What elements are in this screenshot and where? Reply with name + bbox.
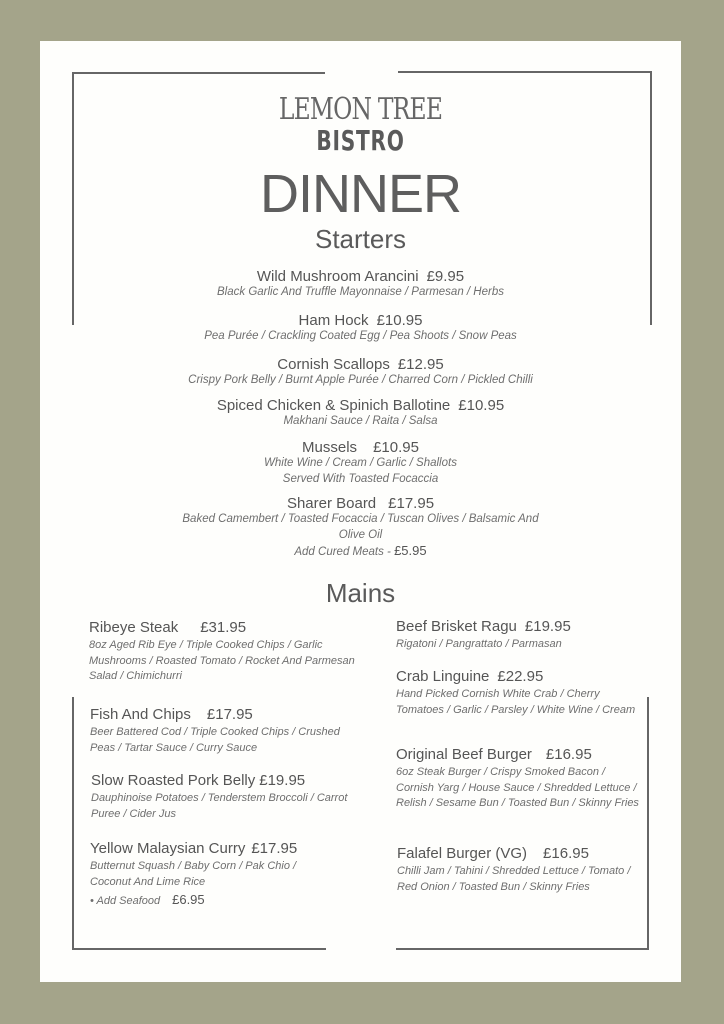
dish-description: Pea Purée / Crackling Coated Egg / Pea Shoots / Snow Peas: [204, 330, 517, 342]
menu-title: DINNER: [259, 164, 461, 224]
dish-name: Falafel Burger (VG): [397, 845, 528, 862]
title-wrap: [40, 163, 681, 225]
dish-price: £16.95: [545, 746, 592, 763]
main-item: [89, 619, 359, 685]
frame-right-lower-line: [647, 697, 649, 950]
brand-block: [40, 92, 681, 127]
dish-description: 6oz Steak Burger / Crispy Smoked Bacon / Cornish Yarg / House Sauce / Shredded Lettuce / Relish / Sesame Bun / Toasted Bun / Skinny Fries: [396, 766, 639, 809]
dish-description-extra: Served With Toasted Focaccia: [282, 472, 439, 485]
dish-description: White Wine / Cream / Garlic / Shallots: [264, 457, 457, 469]
dish-price: £17.95: [388, 495, 435, 512]
dish-price: £10.95: [373, 439, 419, 456]
dish-name: Wild Mushroom Arancini: [256, 268, 419, 285]
dish-description: Makhani Sauce / Raita / Salsa: [283, 415, 438, 427]
dish-description-extra: Olive Oil: [338, 528, 383, 541]
dish-description: Black Garlic And Truffle Mayonnaise / Parmesan / Herbs: [217, 286, 504, 298]
dish-name: Yellow Malaysian Curry: [90, 840, 246, 857]
dish-name: Original Beef Burger: [396, 746, 532, 763]
dish-name: Crab Linguine: [396, 668, 490, 685]
dish-price: £19.95: [259, 772, 306, 789]
dish-description: Hand Picked Cornish White Crab / Cherry Tomatoes / Garlic / Parsley / White Wine / Cream: [396, 688, 636, 716]
dish-price: £9.95: [426, 268, 465, 285]
dish-name: Ribeye Steak: [89, 619, 179, 636]
dish-price: £16.95: [543, 845, 589, 862]
starter-item: [40, 439, 681, 487]
addon-price: £6.95: [172, 892, 205, 907]
main-item: [91, 772, 356, 822]
addon: [40, 543, 681, 561]
brand-name-line2: BISTRO: [316, 124, 405, 157]
addon-label: • Add Seafood: [90, 895, 161, 907]
main-item: [396, 668, 641, 718]
addon: [90, 892, 340, 910]
main-item: [90, 706, 350, 756]
starter-item: [40, 495, 681, 561]
starters-heading-wrap: [40, 224, 681, 255]
dish-price: £17.95: [251, 840, 298, 857]
main-item: [397, 845, 642, 895]
frame-bottom-left-line: [73, 948, 326, 950]
starter-item: [40, 356, 681, 389]
dish-name: Slow Roasted Pork Belly: [91, 772, 256, 789]
dish-name: Cornish Scallops: [277, 356, 390, 373]
starter-item: [40, 312, 681, 345]
dish-price: £10.95: [376, 312, 423, 329]
dish-price: £19.95: [524, 618, 571, 635]
dish-description: 8oz Aged Rib Eye / Triple Cooked Chips / Garlic Mushrooms / Roasted Tomato / Rocket And Parmesan Salad / Chimichurri: [89, 639, 355, 682]
dish-price: £10.95: [458, 397, 505, 414]
dish-description: Baked Camembert / Toasted Focaccia / Tuscan Olives / Balsamic And: [182, 513, 539, 525]
addon-label: Add Cured Meats -: [294, 546, 391, 558]
dish-price: £22.95: [497, 668, 544, 685]
frame-top-left-line: [73, 72, 325, 74]
dish-description: Beer Battered Cod / Triple Cooked Chips / Crushed Peas / Tartar Sauce / Curry Sauce: [90, 726, 340, 754]
dish-description: Dauphinoise Potatoes / Tenderstem Broccoli / Carrot Puree / Cider Jus: [91, 792, 348, 820]
dish-name: Mussels: [302, 439, 358, 456]
mains-heading-wrap: [40, 578, 681, 609]
dish-description: Crispy Pork Belly / Burnt Apple Purée / Charred Corn / Pickled Chilli: [188, 374, 533, 386]
brand-line2-wrap: [40, 124, 681, 157]
dish-name: Fish And Chips: [90, 706, 191, 723]
addon-price: £5.95: [394, 543, 427, 558]
frame-left-lower-line: [72, 697, 74, 950]
frame-top-right-line: [398, 71, 652, 73]
dish-description: Chilli Jam / Tahini / Shredded Lettuce / Tomato / Red Onion / Toasted Bun / Skinny Fries: [397, 865, 631, 893]
dish-price: £12.95: [397, 356, 444, 373]
main-item: [396, 746, 641, 812]
mains-heading: Mains: [325, 578, 396, 608]
starter-item: [40, 268, 681, 301]
main-item: [90, 840, 340, 910]
dish-name: Spiced Chicken & Spinich Ballotine: [216, 397, 451, 414]
dish-name: Ham Hock: [298, 312, 369, 329]
dish-name: Sharer Board: [286, 495, 377, 512]
dish-price: £31.95: [200, 619, 247, 636]
dish-description: Rigatoni / Pangrattato / Parmasan: [396, 638, 562, 650]
dish-name: Beef Brisket Ragu: [396, 618, 517, 635]
dish-description: Butternut Squash / Baby Corn / Pak Chio / Coconut And Lime Rice: [90, 860, 297, 888]
brand-name-line1: LEMON TREE: [278, 92, 443, 127]
starter-item: [40, 397, 681, 430]
dish-price: £17.95: [206, 706, 253, 723]
frame-bottom-right-line: [396, 948, 649, 950]
starters-heading: Starters: [314, 224, 407, 254]
main-item: [396, 618, 641, 653]
